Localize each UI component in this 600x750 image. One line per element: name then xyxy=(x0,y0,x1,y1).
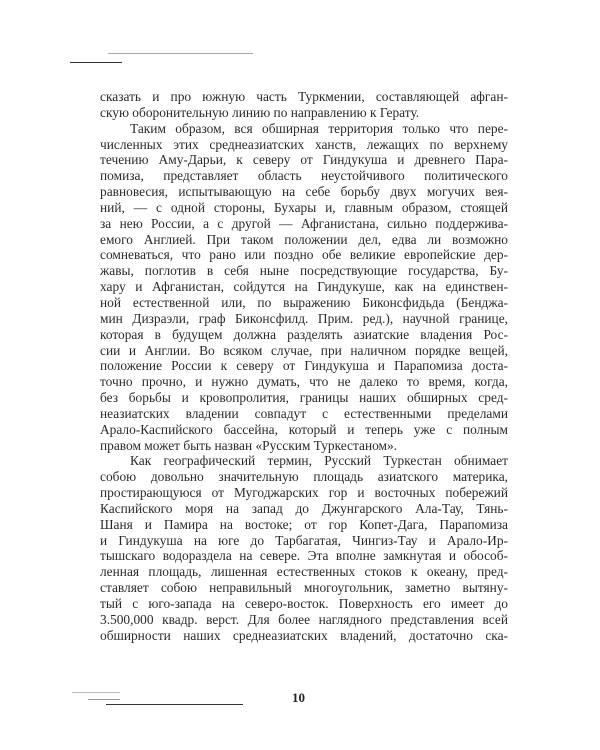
text-line: за нею России, а с другой — Афганистана, сильно поддержива- xyxy=(100,215,508,231)
text-line: Как географический термин, Русский Туркестан обнимает xyxy=(130,453,508,469)
text-line: ставляет собою неправильный многоугольник, заметно вытяну- xyxy=(100,580,508,596)
text-line: 3.500,000 квадр. верст. Для более наглядного представления всей xyxy=(100,611,508,627)
text-line: и Гиндукуша на юге до Тарбагатая, Чингиз-Тау и Арало-Ир- xyxy=(100,532,508,548)
text-line: тышскаго водораздела на севере. Эта вполне замкнутая и обособ- xyxy=(100,548,508,564)
text-line: обширности наших среднеазиатских владений, достаточно ска- xyxy=(100,627,508,643)
page-number: 10 xyxy=(292,690,305,705)
text-line: численных этих среднеазиатских ханств, лежащих по верхнему xyxy=(100,136,508,152)
text-line: правом может быть назван «Русским Туркестаном». xyxy=(100,437,398,453)
text-line: ний, — с одной стороны, Бухары и, главным образом, стоящей xyxy=(100,199,508,215)
text-line: хару и Афганистан, сойдутся на Гиндукуше, как на единствен- xyxy=(100,279,508,295)
text-line: ленная площадь, лишенная естественных стоков к океану, пред- xyxy=(100,564,508,580)
text-line: точно прочно, и нужно думать, что не далеко то время, когда, xyxy=(100,374,508,390)
text-line: емого Англией. При таком положении дел, едва ли возможно xyxy=(100,231,508,247)
header-rule-dark xyxy=(70,62,122,63)
text-line: равновесия, испытывающую на себе борьбу двух могучих вея- xyxy=(100,184,508,200)
text-line: Арало-Каспийского бассейна, который и теперь уже с полным xyxy=(100,421,508,437)
body-text xyxy=(100,89,508,644)
text-line: простирающуюся от Мугоджарских гор и восточных побережий xyxy=(100,485,508,501)
text-line: которая в будущем должна разделять азиатские владения Рос- xyxy=(100,326,508,342)
text-line: Шаня и Памира на востоке; от гор Копет-Дага, Парапомиза xyxy=(100,516,508,532)
footer-rule-dark xyxy=(106,704,243,705)
header-rule-gray xyxy=(108,53,253,54)
text-line: тый с юго-запада на северо-восток. Поверхность его имеет до xyxy=(100,596,508,611)
text-line: неазиатских владении совпадут с естественными пределами xyxy=(100,405,508,421)
text-line: течению Аму-Дарьи, к северу от Гиндукуша и древнего Пара- xyxy=(100,152,508,168)
text-line: мин Дизраэли, граф Биконсфилд. Прим. ред.), научной границе, xyxy=(100,310,508,326)
text-line: сказать и про южную часть Туркмении, составляющей афган- xyxy=(100,89,508,104)
text-line: сии и Англии. Во всяком случае, при наличном порядке вещей, xyxy=(100,342,508,358)
text-line: ной естественной или, по выражению Биконсфидьда (Бенджа- xyxy=(100,294,508,310)
text-line: собою довольно значительную площадь азиатского материка, xyxy=(100,469,508,485)
text-line: Таким образом, вся обширная территория только что пере- xyxy=(130,120,508,136)
text-line: сомневаться, что рано или поздно обе великие европейские дер- xyxy=(100,247,508,263)
text-line: без борьбы и кровопролития, границы наших обширных сред- xyxy=(100,390,508,406)
text-line: помиза, представляет область неустойчивого политического xyxy=(100,168,508,184)
text-line: положение России к северу от Гиндукуша и Парапомиза доста- xyxy=(100,358,508,374)
text-line: скую оборонительную линию по направлению к Герату. xyxy=(100,104,420,120)
footer-rule-gray-2 xyxy=(88,699,120,700)
text-line: жавы, поглотив в себя ныне посредствующие государства, Бу- xyxy=(100,263,508,279)
text-line: Каспийского моря на запад до Джунгарского Ала-Тау, Тянь- xyxy=(100,500,508,516)
footer-rule-gray-1 xyxy=(72,692,120,693)
